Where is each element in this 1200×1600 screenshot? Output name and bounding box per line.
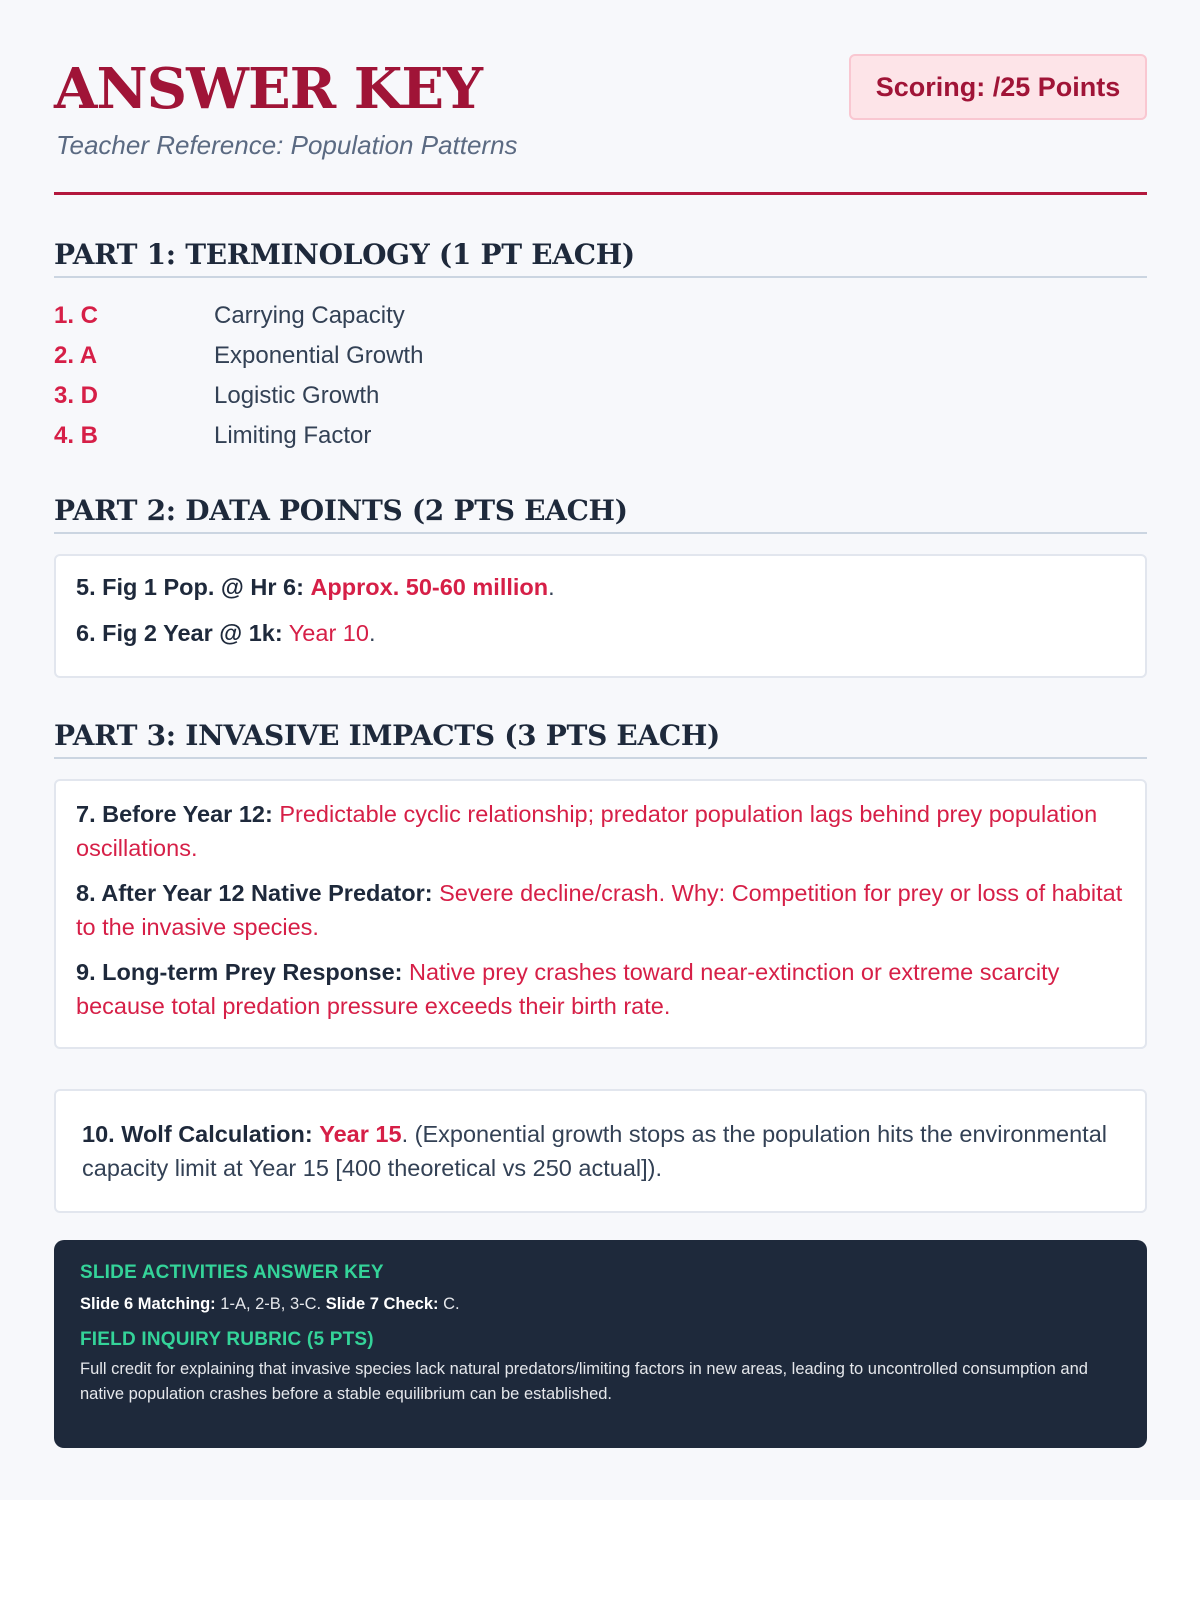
question-9 [76, 955, 1125, 1023]
question-label: 9. Long-term Prey Response: [76, 959, 403, 985]
question-label: 6. Fig 2 Year @ 1k: [76, 620, 283, 646]
slide-activities-panel [54, 1240, 1147, 1448]
page-subtitle: Teacher Reference: Population Patterns [56, 130, 518, 160]
page-title: ANSWER KEY [54, 56, 483, 122]
part3-heading: PART 3: INVASIVE IMPACTS (3 PTS EACH) [54, 719, 1147, 759]
question-label: 8. After Year 12 Native Predator: [76, 880, 433, 906]
question-5 [76, 570, 1125, 604]
answer-text: Predictable cyclic relationship; predator population lags behind prey population oscillations. [76, 801, 1098, 861]
question-label: 7. Before Year 12: [76, 801, 273, 827]
header-divider [54, 192, 1147, 195]
part1-heading: PART 1: TERMINOLOGY (1 PT EACH) [54, 238, 1147, 278]
answer-text: Severe decline/crash. Why: Competition for prey or loss of habitat to the invasive species. [76, 880, 1123, 940]
part2-heading: PART 2: DATA POINTS (2 PTS EACH) [54, 494, 1147, 534]
list-item [54, 336, 1147, 376]
matching-value: 1-A, 2-B, 3-C. [215, 1295, 326, 1313]
answer-explanation: . (Exponential growth stops as the population hits the environmental capacity limit at Year 15 [400 theoretical vs 250 actual]). [82, 1121, 1107, 1181]
terminology-list [54, 296, 1147, 456]
check-label: Slide 7 Check: [325, 1295, 439, 1313]
term-answer-key: 1. C [54, 302, 99, 329]
header [54, 52, 1147, 196]
term-name: Carrying Capacity [214, 302, 405, 329]
term-name: Limiting Factor [214, 422, 372, 449]
term-answer-key: 4. B [54, 422, 99, 449]
answer-suffix: . [368, 620, 376, 646]
answer-text: Native prey crashes toward near-extinction or extreme scarcity because total predation pressure exceeds their birth rate. [76, 959, 1060, 1019]
term-name: Exponential Growth [214, 342, 424, 369]
question-10 [82, 1117, 1119, 1185]
answer-text: Year 10 [288, 620, 369, 646]
term-answer-key: 2. A [54, 342, 98, 369]
slide-key-heading: SLIDE ACTIVITIES ANSWER KEY [80, 1262, 384, 1283]
list-item [54, 416, 1147, 456]
term-answer-key: 3. D [54, 382, 99, 409]
rubric-heading: FIELD INQUIRY RUBRIC (5 PTS) [80, 1329, 374, 1350]
term-name: Logistic Growth [214, 382, 380, 409]
question-8 [76, 876, 1125, 944]
matching-label: Slide 6 Matching: [80, 1295, 216, 1313]
question-7 [76, 797, 1125, 865]
list-item [54, 376, 1147, 416]
slide-key-text [80, 1292, 1121, 1317]
wolf-calculation-card [54, 1089, 1147, 1213]
question-label: 10. Wolf Calculation: [82, 1121, 313, 1147]
question-label: 5. Fig 1 Pop. @ Hr 6: [76, 574, 304, 600]
question-6 [76, 616, 1125, 650]
check-value: C. [438, 1295, 460, 1313]
answer-text: Year 15 [319, 1121, 402, 1147]
list-item [54, 296, 1147, 336]
invasive-impacts-card [54, 779, 1147, 1049]
answer-suffix: . [548, 574, 555, 600]
scoring-badge: Scoring: /25 Points [849, 54, 1147, 120]
rubric-text: Full credit for explaining that invasive species lack natural predators/limiting factors in new areas, leading to uncontrolled consumption and native population crashes before a stable equilibrium can be established. [80, 1360, 1088, 1403]
answer-text: Approx. 50-60 million [310, 574, 549, 600]
data-points-card [54, 554, 1147, 678]
